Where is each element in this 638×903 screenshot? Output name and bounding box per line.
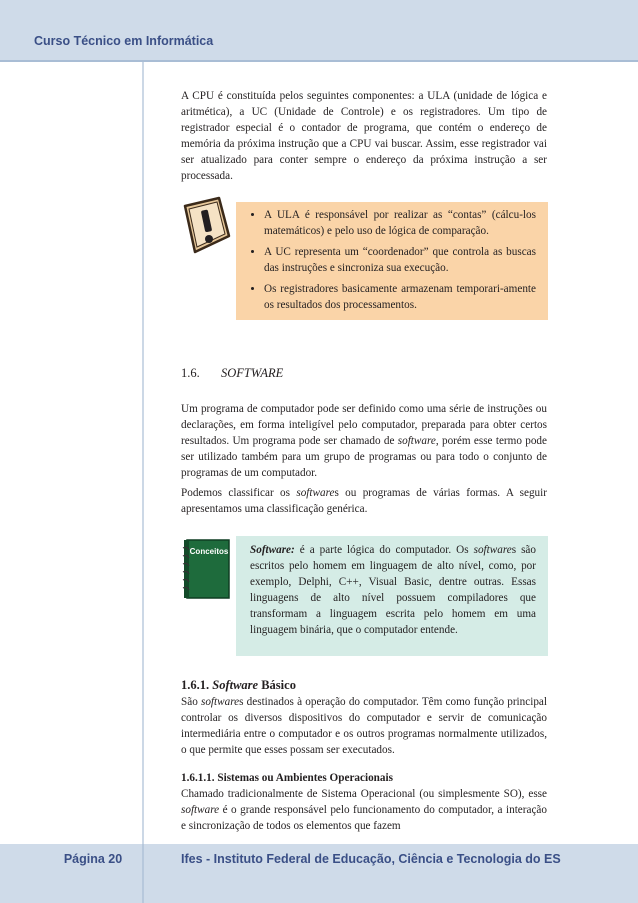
- header-band: [0, 0, 638, 60]
- intro-text: A CPU é constituída pelos seguintes componentes: a ULA (unidade de lógica e aritmética), a UC (Unidade de Controle) e os registradores. Um tipo de registrador especial é o contador de programa, que contém o endereço de memória da próxima instrução que a CPU vai buscar. Assim, esse registrador vai ser atualizado para conter sempre o endereço da próxima instrução a ser processada.: [181, 90, 547, 182]
- left-margin-strip: [34, 62, 144, 844]
- concept-text: Software: é a parte lógica do computador. Os softwares são escritos pelo homem em linguagem de alto nível, como, por exemplo, Delphi, C++, Visual Basic, dentre outras. Essas linguagens de alto nível possuem compiladores que transformam a linguagem escrita pelo homem em uma linguagem binária, que o computador entende.: [250, 544, 536, 636]
- section-paragraphs: [181, 401, 547, 517]
- section-heading: [181, 366, 283, 381]
- institution-name: Ifes - Instituto Federal de Educação, Ciência e Tecnologia do ES: [181, 852, 561, 866]
- concept-box: [236, 536, 548, 656]
- note-list: [236, 202, 548, 313]
- subsubsection: [181, 770, 547, 834]
- subsection-paragraph: [181, 694, 547, 758]
- intro-paragraph: [181, 88, 547, 184]
- concepts-book-icon: [181, 538, 231, 600]
- subsubsection-heading: 1.6.1.1. Sistemas ou Ambientes Operacionais: [181, 772, 393, 784]
- page-number: Página 20: [63, 852, 123, 866]
- note-item: • A ULA é responsável por realizar as “contas” (cálcu-los matemáticos) e pelo uso de lógica de comparação.: [264, 208, 536, 239]
- svg-text:Conceitos: Conceitos: [189, 547, 229, 556]
- subsubsection-text: Chamado tradicionalmente de Sistema Operacional (ou simplesmente SO), esse software é o grande responsável pelo funcionamento do computador, a interação e sincronização de todos os elementos que fazem: [181, 788, 547, 832]
- paragraph-1: Um programa de computador pode ser definido como uma série de instruções ou declarações, em forma inteligível pelo computador, preparada para obter certos resultados. Um programa pode ser chamado de software, porém esse termo pode ser utilizado também para um grupo de programas ou para todo o conjunto de programas de um computador.: [181, 403, 547, 479]
- section-number: 1.6.: [181, 366, 200, 380]
- paragraph-2: Podemos classificar os softwares ou programas de várias formas. A seguir apresentamos uma classificação genérica.: [181, 487, 547, 515]
- section-title: SOFTWARE: [221, 366, 284, 380]
- note-box: [236, 202, 548, 320]
- subsection-heading: 1.6.1. Software Básico: [181, 678, 296, 692]
- note-item: • A UC representa um “coordenador” que controla as buscas das instruções e sincroniza sua execução.: [264, 245, 536, 276]
- exclamation-icon: [179, 196, 233, 254]
- subsection-text: São softwares destinados à operação do computador. Têm como função principal controlar os diversos dispositivos do computador e servir de comunicação intermediária entre o computador e os outros programas normalmente utilizados, o que permite que esses possam ser executados.: [181, 696, 547, 756]
- note-item: • Os registradores basicamente armazenam temporari-amente os resultados dos processamentos.: [264, 282, 536, 313]
- course-title: Curso Técnico em Informática: [34, 34, 214, 48]
